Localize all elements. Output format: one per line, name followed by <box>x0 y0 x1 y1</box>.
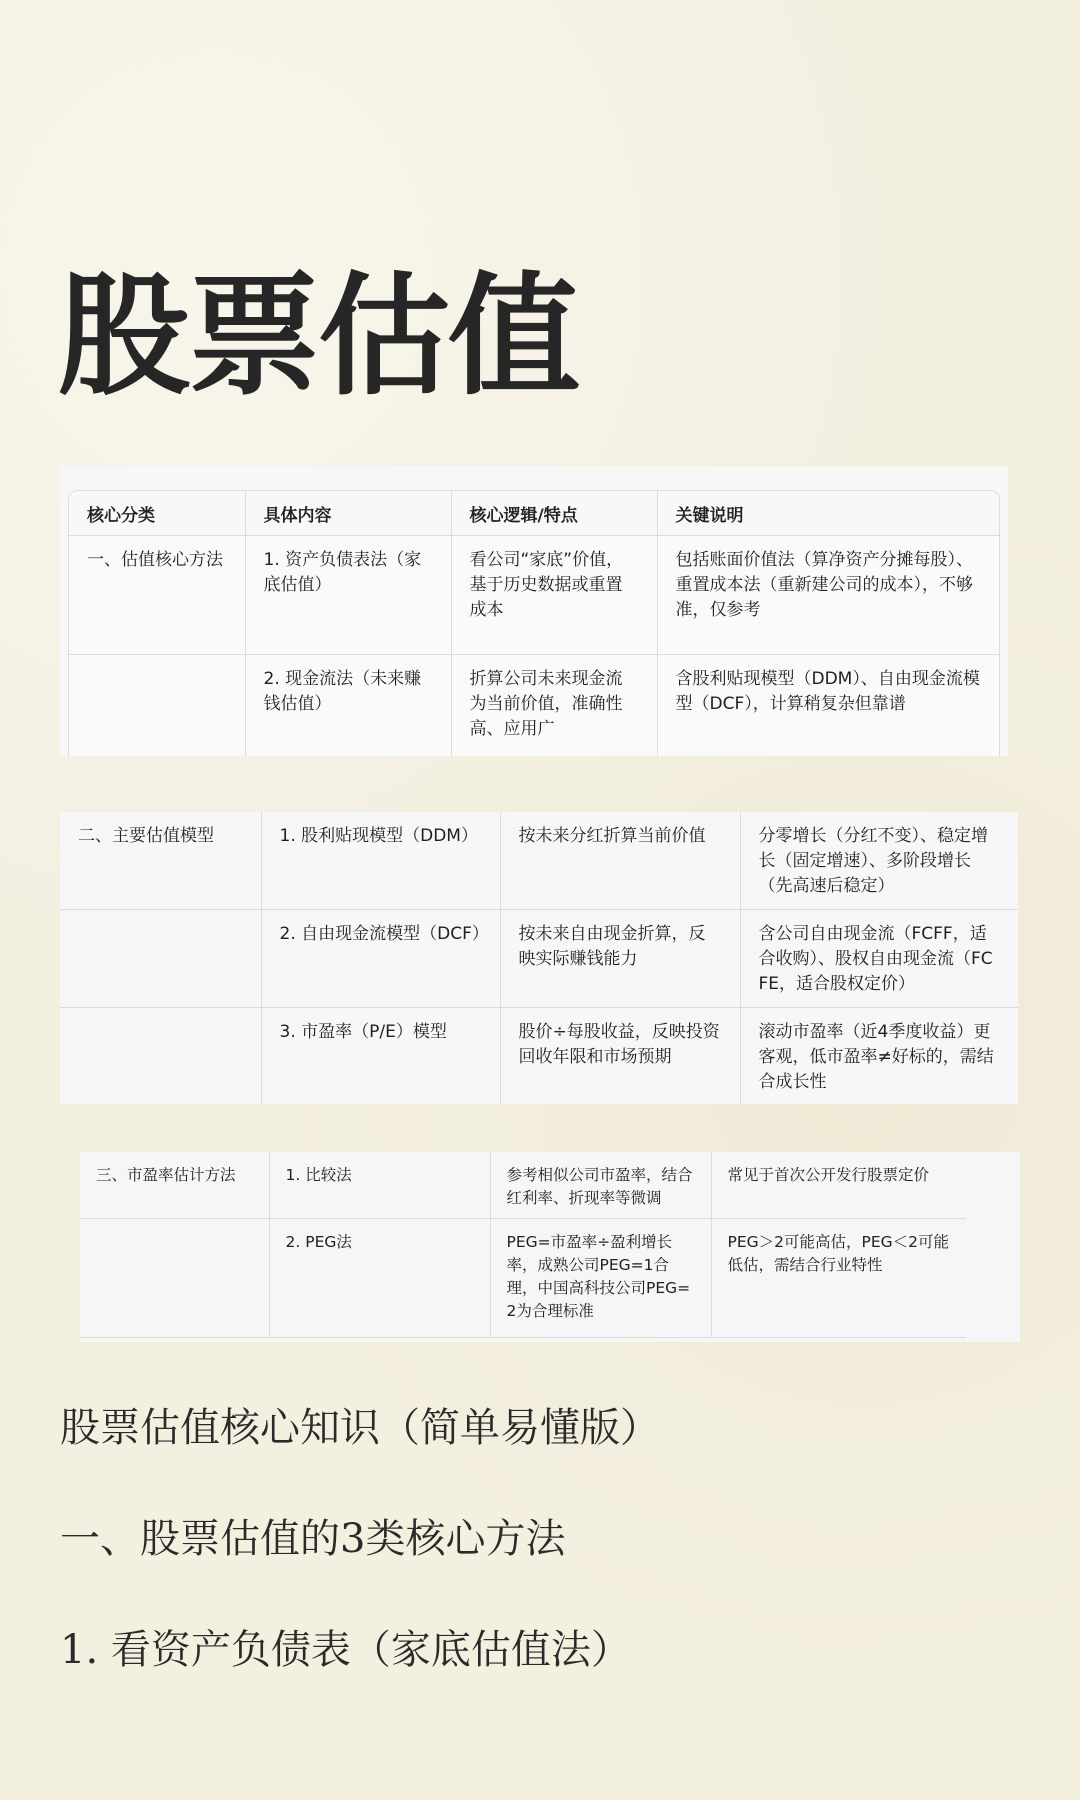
table-cell: 二、主要估值模型 <box>60 812 261 910</box>
table-cell: 3. 市盈率（P/E）模型 <box>261 1008 500 1105</box>
table-header-row <box>69 491 999 536</box>
table-row <box>60 1008 1018 1105</box>
table-cell: PEG＞2可能高估，PEG＜2可能低估，需结合行业特性 <box>711 1219 966 1338</box>
table-cell: 常见于首次公开发行股票定价 <box>711 1152 966 1219</box>
table-row <box>80 1219 966 1338</box>
table-cell: 按未来分红折算当前价值 <box>500 812 740 910</box>
table-cell: 含股利贴现模型（DDM）、自由现金流模型（DCF），计算稍复杂但靠谱 <box>657 655 999 757</box>
table-cell: PEG=市盈率÷盈利增长率，成熟公司PEG=1合理，中国高科技公司PEG=2为合理标准 <box>490 1219 711 1338</box>
page-title: 股票估值 <box>58 259 578 414</box>
table-cell: 1. 资产负债表法（家底估值） <box>245 536 451 655</box>
table-cell: 看公司“家底”价值，基于历史数据或重置成本 <box>451 536 657 655</box>
table-cell: 2. PEG法 <box>269 1219 490 1338</box>
table-cell: 一、估值核心方法 <box>69 536 245 655</box>
subsection-heading: 1. 看资产负债表（家底估值法） <box>60 1627 631 1673</box>
column-header: 核心逻辑/特点 <box>451 491 657 536</box>
table-cell: 按未来自由现金折算，反映实际赚钱能力 <box>500 910 740 1008</box>
valuation-models-table <box>60 812 1018 1104</box>
valuation-methods-table <box>60 466 1008 756</box>
table-cell <box>69 655 245 757</box>
table-cell: 2. 现金流法（未来赚钱估值） <box>245 655 451 757</box>
table-cell <box>60 910 261 1008</box>
table-row <box>69 655 999 757</box>
table-row <box>60 910 1018 1008</box>
table-cell: 包括账面价值法（算净资产分摊每股）、重置成本法（重新建公司的成本），不够准，仅参考 <box>657 536 999 655</box>
table-cell: 1. 股利贴现模型（DDM） <box>261 812 500 910</box>
table-row <box>60 812 1018 910</box>
table-row <box>80 1152 966 1219</box>
table-cell: 滚动市盈率（近4季度收益）更客观，低市盈率≠好标的，需结合成长性 <box>740 1008 1018 1105</box>
column-header: 具体内容 <box>245 491 451 536</box>
table-cell: 折算公司未来现金流为当前价值，准确性高、应用广 <box>451 655 657 757</box>
table-cell: 2. 自由现金流模型（DCF） <box>261 910 500 1008</box>
subtitle: 股票估值核心知识（简单易懂版） <box>60 1405 660 1451</box>
table-cell: 三、市盈率估计方法 <box>80 1152 269 1219</box>
table-row <box>69 536 999 655</box>
column-header: 关键说明 <box>657 491 999 536</box>
table-cell: 含公司自由现金流（FCFF，适合收购）、股权自由现金流（FCFE，适合股权定价） <box>740 910 1018 1008</box>
table-cell: 1. 比较法 <box>269 1152 490 1219</box>
section-heading: 一、股票估值的3类核心方法 <box>60 1516 566 1562</box>
column-header: 核心分类 <box>69 491 245 536</box>
table-cell: 分零增长（分红不变）、稳定增长（固定增速）、多阶段增长（先高速后稳定） <box>740 812 1018 910</box>
table-cell: 参考相似公司市盈率，结合红利率、折现率等微调 <box>490 1152 711 1219</box>
table-cell <box>80 1219 269 1338</box>
table-cell: 股价÷每股收益，反映投资回收年限和市场预期 <box>500 1008 740 1105</box>
table-cell <box>60 1008 261 1105</box>
pe-estimation-table <box>80 1152 1020 1342</box>
